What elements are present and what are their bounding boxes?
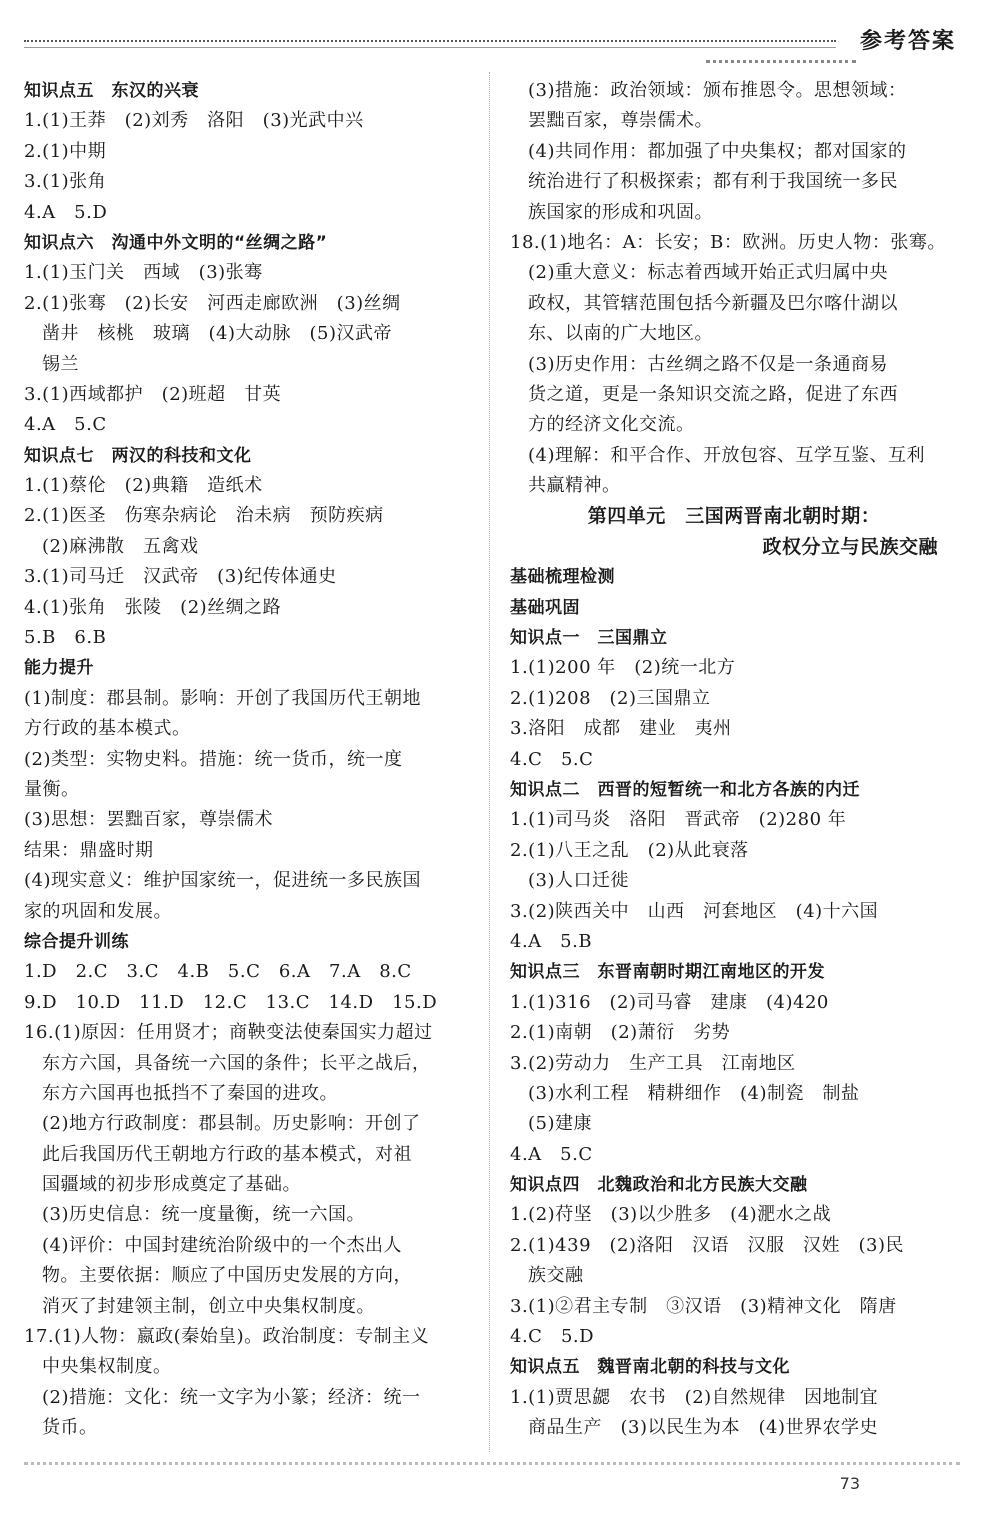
- answer-line: 4.A 5.B: [510, 930, 593, 952]
- header-dots: [706, 60, 856, 63]
- answer-line: 政权，其管辖范围包括今新疆及巴尔喀什湖以: [528, 292, 898, 314]
- answer-line: 3.(1)司马迁 汉武帝 (3)纪传体通史: [24, 566, 337, 588]
- section-heading: 知识点二 西晋的短暂统一和北方各族的内迁: [510, 779, 860, 800]
- section-heading: 能力提升: [24, 658, 94, 679]
- answer-line: 量衡。: [24, 778, 80, 800]
- unit-heading: 政权分立与民族交融: [762, 535, 938, 558]
- right-column: [510, 76, 958, 1444]
- answer-line: 方行政的基本模式。: [24, 718, 191, 740]
- answer-line: 4.A 5.C: [24, 414, 107, 436]
- page-number: 73: [839, 1474, 860, 1493]
- answer-line: 3.(2)劳动力 生产工具 江南地区: [510, 1052, 796, 1074]
- unit-heading: 第四单元 三国两晋南北朝时期：: [587, 505, 881, 528]
- answer-line: (4)理解：和平合作、开放包容、互学互鉴、互利: [528, 444, 925, 466]
- section-heading: 知识点七 两汉的科技和文化: [24, 445, 252, 466]
- answer-line: 3.(2)陕西关中 山西 河套地区 (4)十六国: [510, 900, 879, 922]
- section-heading: 知识点四 北魏政治和北方民族大交融: [510, 1175, 808, 1196]
- answer-line: 2.(1)张骞 (2)长安 河西走廊欧洲 (3)丝绸: [24, 292, 401, 314]
- answer-line: 1.(1)316 (2)司马睿 建康 (4)420: [510, 991, 829, 1013]
- answer-line: 3.(1)②君主专制 ③汉语 (3)精神文化 隋唐: [510, 1295, 897, 1317]
- column-divider: [489, 72, 490, 1452]
- answer-line: 16.(1)原因：任用贤才；商鞅变法使秦国实力超过: [24, 1022, 433, 1044]
- answer-line: 1.(1)蔡伦 (2)典籍 造纸术: [24, 475, 263, 497]
- answer-line: 4.A 5.C: [510, 1143, 593, 1165]
- page-header: [24, 0, 956, 60]
- answer-line: 中央集权制度。: [42, 1356, 172, 1378]
- answer-line: 方的经济文化交流。: [528, 414, 695, 436]
- answer-line: 消灭了封建领主制，创立中央集权制度。: [42, 1295, 375, 1317]
- answer-line: 2.(1)439 (2)洛阳 汉语 汉服 汉姓 (3)民: [510, 1234, 905, 1256]
- answer-line: 5.B 6.B: [24, 627, 107, 649]
- answer-line: 1.(1)玉门关 西域 (3)张骞: [24, 262, 263, 284]
- answer-line: 货币。: [42, 1417, 98, 1439]
- left-column: [24, 76, 472, 1444]
- answer-line: 共赢精神。: [528, 475, 621, 497]
- answer-line: (3)措施：政治领域：颁布推恩令。思想领域：: [528, 80, 907, 101]
- answer-line: 17.(1)人物：嬴政(秦始皇)。政治制度：专制主义: [24, 1326, 430, 1348]
- answer-line: 2.(1)南朝 (2)萧衍 劣势: [510, 1022, 731, 1044]
- page-title: 参考答案: [859, 29, 956, 54]
- answer-line: 商品生产 (3)以民生为本 (4)世界农学史: [528, 1417, 878, 1439]
- section-heading: 综合提升训练: [24, 931, 129, 952]
- answer-line: 3.洛阳 成都 建业 夷州: [510, 718, 732, 740]
- answer-line: 4.A 5.D: [24, 201, 108, 223]
- answer-line: (2)措施：文化：统一文字为小篆；经济：统一: [42, 1386, 421, 1408]
- section-heading: 知识点一 三国鼎立: [510, 628, 668, 649]
- answer-line: 货之道，更是一条知识交流之路，促进了东西: [528, 383, 898, 405]
- answer-line: (3)历史信息：统一度量衡，统一六国。: [42, 1204, 365, 1226]
- answer-line: (4)现实意义：维护国家统一，促进统一多民族国: [24, 870, 421, 892]
- answer-line: 此后我国历代王朝地方行政的基本模式，对祖: [42, 1143, 412, 1165]
- answer-line: 1.(2)苻坚 (3)以少胜多 (4)淝水之战: [510, 1204, 832, 1226]
- answer-line: (5)建康: [528, 1113, 592, 1135]
- answer-line: 凿井 核桃 玻璃 (4)大动脉 (5)汉武帝: [42, 323, 392, 345]
- answer-line: 1.D 2.C 3.C 4.B 5.C 6.A 7.A 8.C: [24, 961, 412, 983]
- answer-line: 9.D 10.D 11.D 12.C 13.C 14.D 15.D: [24, 991, 438, 1013]
- answer-line: 2.(1)八王之乱 (2)从此衰落: [510, 839, 749, 861]
- answer-line: (3)历史作用：古丝绸之路不仅是一条通商易: [528, 353, 888, 375]
- answer-line: 家的巩固和发展。: [24, 900, 172, 922]
- header-rule-thin: [24, 47, 836, 48]
- answer-line: 2.(1)208 (2)三国鼎立: [510, 687, 711, 709]
- answer-line: 1.(1)王莽 (2)刘秀 洛阳 (3)光武中兴: [24, 110, 364, 132]
- answer-line: 结果：鼎盛时期: [24, 839, 154, 861]
- answer-line: (4)评价：中国封建统治阶级中的一个杰出人: [42, 1234, 402, 1256]
- footer-rule: [24, 1462, 960, 1465]
- answer-line: 4.(1)张角 张陵 (2)丝绸之路: [24, 596, 282, 618]
- answer-line: 1.(1)司马炎 洛阳 晋武帝 (2)280 年: [510, 809, 847, 831]
- section-heading: 知识点六 沟通中外文明的“丝绸之路”: [24, 232, 328, 253]
- answer-line: 锡兰: [42, 353, 79, 375]
- section-heading: 知识点三 东晋南朝时期江南地区的开发: [510, 962, 825, 983]
- answer-line: (2)类型：实物史料。措施：统一货币，统一度: [24, 748, 403, 770]
- answer-line: 3.(1)西域都护 (2)班超 甘英: [24, 383, 282, 405]
- answer-line: (3)人口迁徙: [528, 870, 629, 892]
- answer-line: 族国家的形成和巩固。: [528, 201, 713, 223]
- answer-line: 3.(1)张角: [24, 171, 107, 193]
- answer-line: (3)思想：罢黜百家，尊崇儒术: [24, 809, 273, 831]
- answer-line: (2)重大意义：标志着西域开始正式归属中央: [528, 262, 888, 284]
- answer-line: 1.(1)贾思勰 农书 (2)自然规律 因地制宜: [510, 1386, 879, 1408]
- section-heading: 知识点五 东汉的兴衰: [24, 81, 199, 101]
- answer-line: 4.C 5.C: [510, 748, 594, 770]
- answer-line: 罢黜百家，尊崇儒术。: [528, 110, 713, 132]
- answer-line: 统治进行了积极探索；都有利于我国统一多民: [528, 171, 898, 193]
- answer-line: 族交融: [528, 1265, 584, 1287]
- answer-line: 1.(1)200 年 (2)统一北方: [510, 657, 736, 679]
- answer-line: 东方六国，具备统一六国的条件；长平之战后，: [42, 1052, 431, 1074]
- answer-line: 2.(1)中期: [24, 140, 107, 162]
- answer-line: (1)制度：郡县制。影响：开创了我国历代王朝地: [24, 687, 421, 709]
- answer-line: 18.(1)地名：A：长安；B：欧洲。历史人物：张骞。: [510, 231, 946, 253]
- answer-line: (4)共同作用：都加强了中央集权；都对国家的: [528, 140, 907, 162]
- section-heading: 基础巩固: [510, 597, 580, 618]
- answer-line: 物。主要依据：顺应了中国历史发展的方向，: [42, 1265, 412, 1287]
- section-heading: 知识点五 魏晋南北朝的科技与文化: [510, 1357, 790, 1378]
- answer-line: 国疆域的初步形成奠定了基础。: [42, 1174, 301, 1196]
- answer-line: 东、以南的广大地区。: [528, 323, 713, 345]
- answer-line: 2.(1)医圣 伤寒杂病论 治未病 预防疾病: [24, 505, 384, 527]
- header-rule: [24, 40, 836, 42]
- answer-line: 4.C 5.D: [510, 1326, 595, 1348]
- answer-line: (2)地方行政制度：郡县制。历史影响：开创了: [42, 1113, 421, 1135]
- section-heading: 基础梳理检测: [510, 567, 615, 588]
- answer-line: 东方六国再也抵挡不了秦国的进攻。: [42, 1082, 338, 1104]
- answer-line: (2)麻沸散 五禽戏: [42, 535, 199, 557]
- answer-line: (3)水利工程 精耕细作 (4)制瓷 制盐: [528, 1082, 860, 1104]
